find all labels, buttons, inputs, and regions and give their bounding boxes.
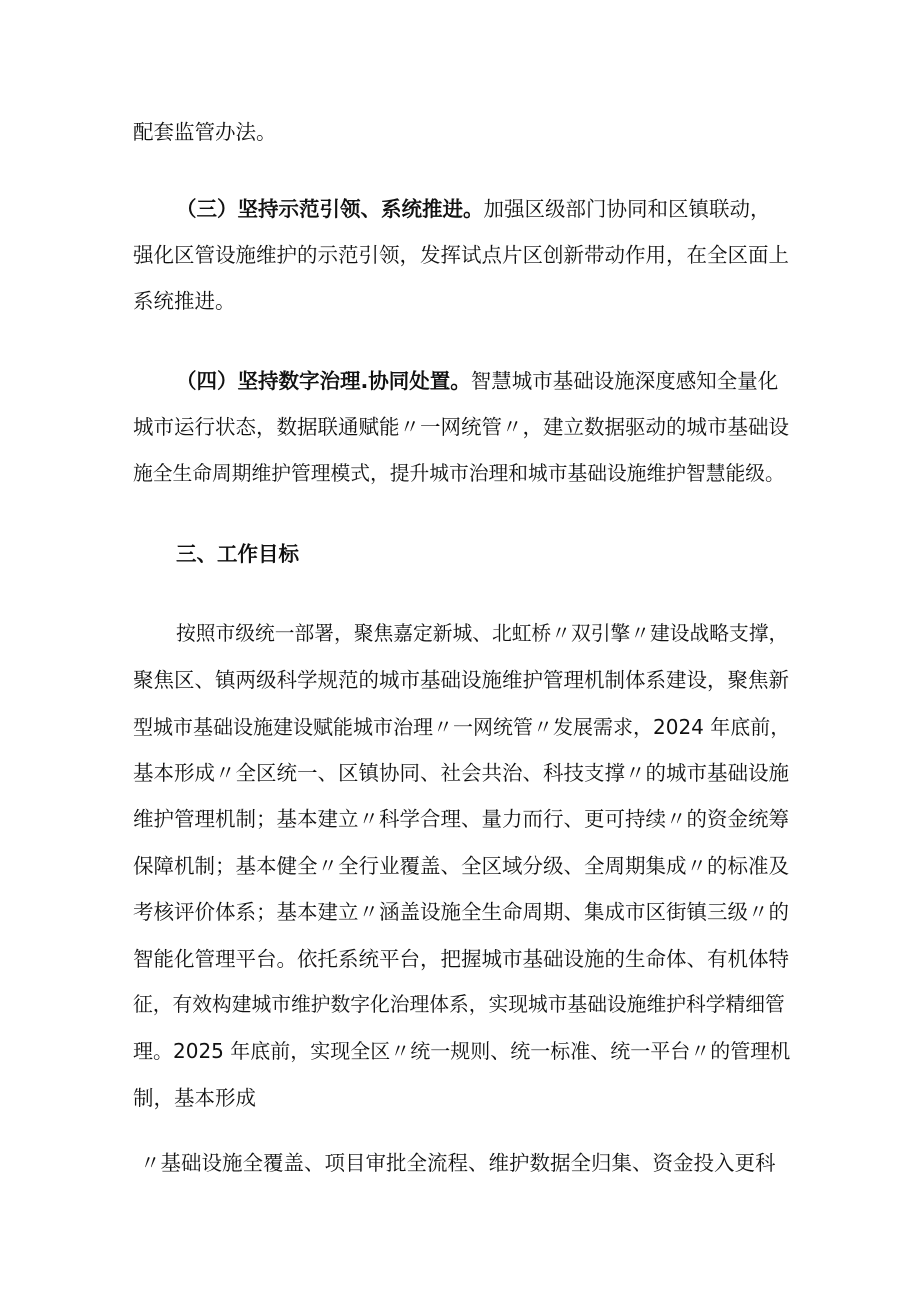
text-line: 按照市级统一部署，聚焦嘉定新城、北虹桥〃双引擎〃建设战略支撑， [176, 622, 789, 645]
paragraph-heading: （四）坚持数字治理.协同处置。 [176, 369, 471, 393]
text-line: 理。2025 年底前，实现全区〃统一规则、统一标准、统一平台〃的管理机 [133, 1039, 791, 1063]
section-heading: 三、工作目标 [176, 542, 299, 566]
text-line: 保障机制；基本健全〃全行业覆盖、全区域分级、全周期集成〃的标准及 [133, 854, 789, 878]
text-line: 城市运行状态，数据联通赋能〃一网统管〃，建立数据驱动的城市基础设 [133, 415, 789, 439]
paragraph-heading: （三）坚持示范引领、系统推进。 [176, 197, 484, 221]
text-line: 〃基础设施全覆盖、项目审批全流程、维护数据全归集、资金投入更科 [140, 1151, 776, 1175]
text-line: 系统推进。 [133, 289, 236, 313]
text-line: 征，有效构建城市维护数字化治理体系，实现城市基础设施维护科学精细管 [133, 993, 785, 1016]
text-line: 考核评价体系；基本建立〃涵盖设施全生命周期、集成市区街镇三级〃的 [133, 900, 789, 924]
text-line: 配套监管办法。 [133, 120, 277, 144]
paragraph-line [176, 366, 778, 396]
text-line: 聚焦区、镇两级科学规范的城市基础设施维护管理机制体系建设，聚焦新 [133, 668, 789, 692]
text-line: 制，基本形成 [133, 1086, 256, 1110]
text-span: 加强区级部门协同和区镇联动， [483, 197, 771, 221]
text-line: 维护管理机制；基本建立〃科学合理、量力而行、更可持续〃的资金统筹 [133, 807, 789, 831]
text-line: 强化区管设施维护的示范引领，发挥试点片区创新带动作用，在全区面上 [133, 243, 789, 267]
text-line: 施全生命周期维护管理模式，提升城市治理和城市基础设施维护智慧能级。 [133, 462, 785, 485]
text-line: 智能化管理平台。依托系统平台，把握城市基础设施的生命体、有机体特 [133, 947, 789, 971]
text-line: 型城市基础设施建设赋能城市治理〃一网统管〃发展需求，2024 年底前， [133, 715, 791, 739]
paragraph-line [176, 194, 771, 224]
text-span: 智慧城市基础设施深度感知全量化 [470, 369, 779, 393]
text-line: 基本形成〃全区统一、区镇协同、社会共治、科技支撑〃的城市基础设施 [133, 761, 789, 785]
